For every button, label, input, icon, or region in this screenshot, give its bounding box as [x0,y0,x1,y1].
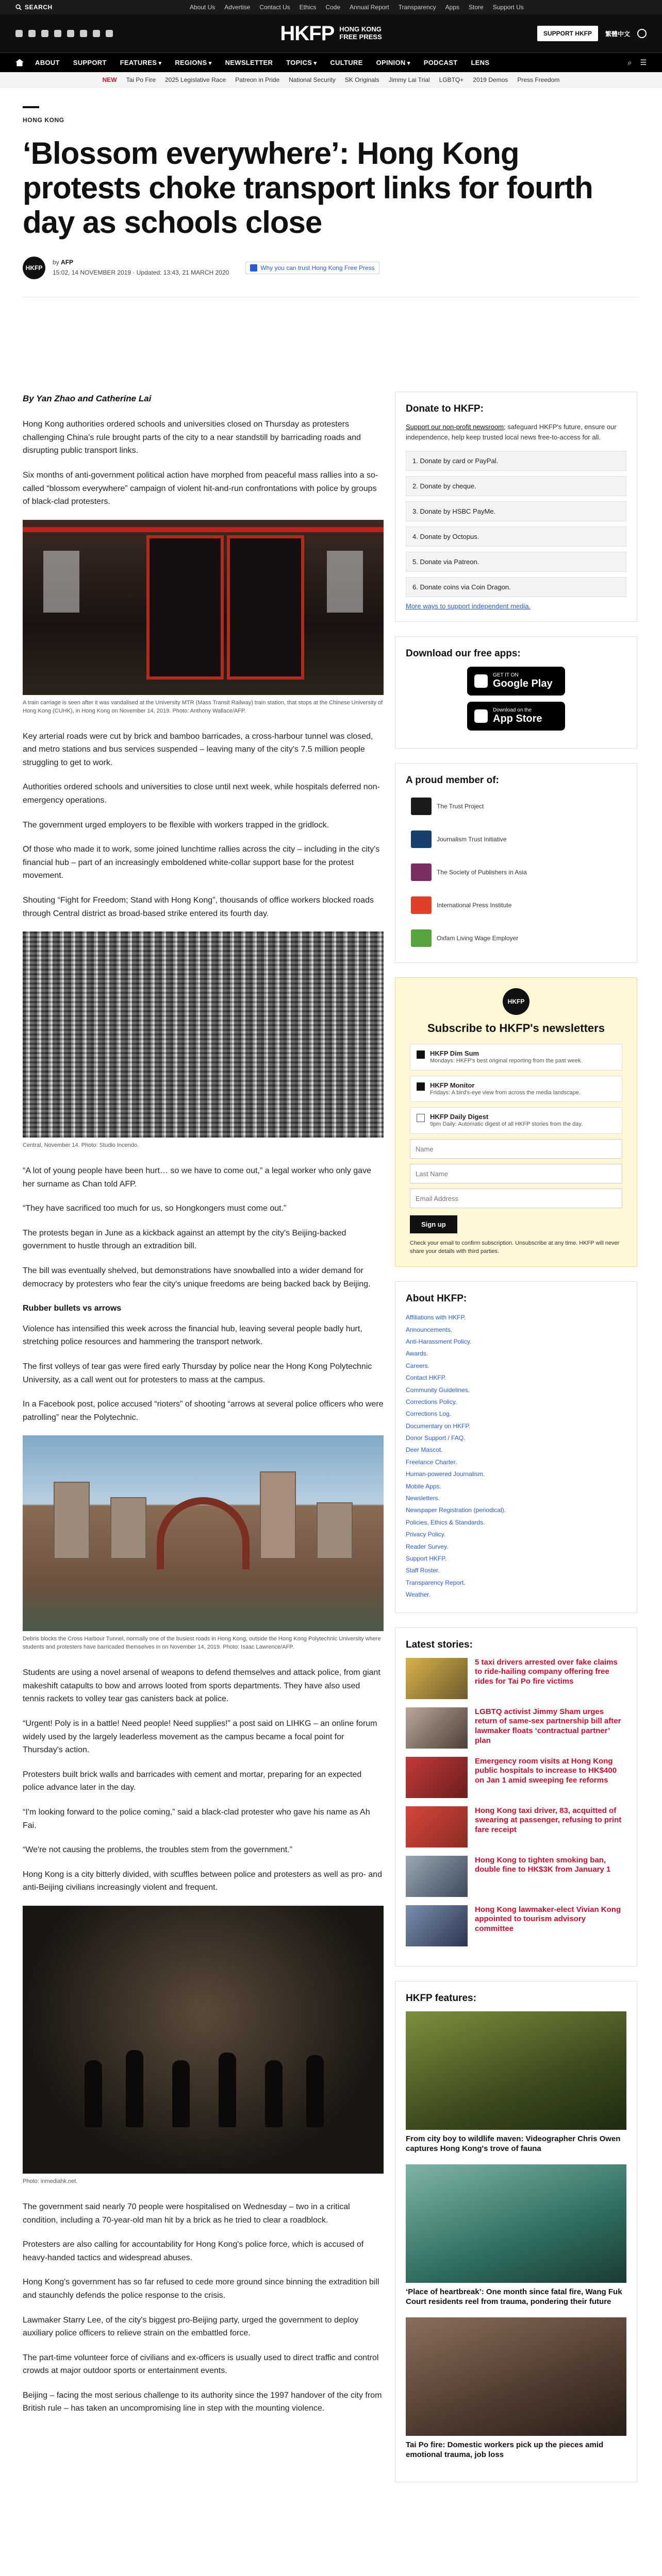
utility-link[interactable]: About Us [189,4,216,11]
donate-option[interactable]: 3. Donate by HSBC PayMe. [406,501,626,521]
partner-name: Journalism Trust Initiative [437,836,507,843]
features-title: HKFP features: [406,1992,476,2004]
threads-icon[interactable] [54,30,61,37]
social-links [15,30,113,37]
search-icon [15,4,22,10]
site-logo[interactable] [280,22,382,45]
byline [23,257,639,279]
newsletter-desc: 9pm Daily: Automatic digest of all HKFP stories from the day. [430,1121,583,1128]
ipi-logo-icon [411,896,432,914]
utility-link[interactable]: Code [325,4,341,11]
paragraph: Lawmaker Starry Lee, of the city's biggest pro-Beijing party, urged the government to deploy auxiliary police officers to relieve strain on the embattled force. [23,2315,359,2338]
about-link[interactable]: Awards. [406,1350,428,1358]
about-link[interactable]: Human-powered Journalism. [406,1470,485,1478]
trending-link[interactable]: Press Freedom [517,76,560,83]
paragraph: Hong Kong authorities ordered schools and universities closed on Thursday as protesters challenging China's rule brought parts of the city to a near standstill by barricading roads and disrupting public transport links. [23,420,361,455]
partners-title: A proud member of: [406,775,499,786]
feature-item[interactable] [406,2164,626,2307]
main-navigation [0,53,662,72]
instagram-icon[interactable] [41,30,48,37]
store-small-label: GET IT ON [493,672,519,679]
nav-items [35,59,489,66]
trending-link[interactable]: Patreon in Pride [235,76,280,83]
paragraph: The part-time volunteer force of civilians and ex-officers is usually used to direct traffic and control crowds at major outdoor sports or entertainment events. [23,2353,379,2376]
donate-box [395,392,637,622]
store-small-label: Download on the [493,707,532,714]
partner-logo[interactable] [406,892,626,918]
checkbox-checked[interactable] [417,1082,425,1091]
trending-link[interactable]: SK Originals [344,76,379,83]
paragraph: Hong Kong's government has so far refused to cede more ground since binning the extradition bill and staunchly defends the police response to the crisis. [23,2278,379,2300]
trending-link[interactable]: LGBTQ+ [439,76,464,83]
paragraph: Protesters are also calling for accountability for Hong Kong's police force, which is accused of heavy-handed tactics and widespread abuses. [23,2240,364,2262]
paragraph: In a Facebook post, police accused “rioters” of shooting “arrows at several police officers who were patrolling” near the Polytechnic. [23,1400,384,1422]
feature-title[interactable]: Tai Po fire: Domestic workers pick up the pieces amid emotional trauma, job loss [406,2440,604,2460]
partner-list [406,793,626,951]
paragraph: The government urged employers to be flexible with workers trapped in the gridlock. [23,820,329,829]
nav-item-culture[interactable]: CULTURE [330,59,363,66]
donate-intro-link[interactable]: Support our non-profit newsroom; [406,423,506,431]
utility-link[interactable]: Apps [445,4,460,11]
authors-line: By Yan Zhao and Catherine Lai [23,394,152,403]
paragraph: Authorities ordered schools and universities to close until next week, while hospitals deferred non-emergency operations. [23,783,380,805]
donate-option[interactable]: 1. Donate by card or PayPal. [406,451,626,471]
nav-item-topics[interactable]: TOPICS ▾ [286,59,317,66]
paragraph: Shouting “Fight for Freedom; Stand with Hong Kong”, thousands of office workers blocked roads through Central district as broad-based strike entered its fourth day. [23,895,374,918]
partner-name: The Society of Publishers in Asia [437,869,527,876]
utility-link[interactable]: Store [469,4,484,11]
paragraph: Violence has intensified this week across the financial hub, leaving several people badly hurt, stretching police resources and hammering the transport network. [23,1324,362,1347]
donate-option[interactable]: 6. Donate coins via Coin Dragon. [406,577,626,597]
search-label: SEARCH [25,4,53,11]
paragraph: “Urgent! Poly is in a battle! Need people! Need supplies!” a post said on LIHKG – an online forum widely used by the largely leaderless movement as the campus became a focal point for Thursday's action. [23,1719,377,1755]
about-link[interactable]: Weather. [406,1591,431,1599]
donate-intro-text: safeguard HKFP's future, ensure our independence, help keep trusted local news free-to-access for all. [406,423,617,442]
partner-logo[interactable] [406,793,626,819]
signup-row [410,1213,622,1240]
checkbox-checked[interactable] [417,1050,425,1059]
photo-detail [227,535,304,680]
trending-link[interactable]: Tai Po Fire [126,76,156,83]
story-title[interactable]: 5 taxi drivers arrested over fake claims to ride-hailing company offering free rides for Tai Po fire victims [475,1657,618,1686]
search-icon[interactable]: ⌕ [627,58,632,66]
figure-tunnel [23,1435,384,1652]
search-button[interactable] [15,4,53,11]
youtube-icon[interactable] [67,30,74,37]
logo-subtitle-line: FREE PRESS [339,33,382,41]
feature-title[interactable]: From city boy to wildlife maven: Videographer Chris Owen captures Hong Kong's trove of fauna [406,2134,621,2154]
donate-option[interactable]: 2. Donate by cheque. [406,476,626,496]
donate-title: Donate to HKFP: [406,403,484,414]
story-item[interactable] [406,1905,626,1946]
trending-link[interactable]: National Security [289,76,336,83]
paragraph: Key arterial roads were cut by brick and bamboo barricades, a cross-harbour tunnel was closed, and metro stations and bus services suspended – leaving many of the city's 7.5 million people struggling to get to work. [23,732,373,767]
figure-police [23,1906,384,2186]
story-thumbnail[interactable] [406,1658,468,1699]
story-item[interactable] [406,1806,626,1848]
partner-logo[interactable] [406,859,626,885]
jti-logo-icon [411,831,432,848]
story-item[interactable] [406,1658,626,1699]
apple-icon [474,709,488,723]
paragraph: The bill was eventually shelved, but demonstrations have snowballed into a wider demand for democracy by protesters who fear the city's unique freedoms are being backed back by Beijing. [23,1266,371,1289]
story-title[interactable]: Emergency room visits at Hong Kong public hospitals to increase to HK$400 on Jan 1 amid sweeping fee reforms [475,1756,617,1785]
about-link[interactable]: Mobile Apps. [406,1482,441,1490]
new-label: NEW [102,76,117,83]
story-title[interactable]: Hong Kong taxi driver, 83, acquitted of swearing at passenger, refusing to print fare receipt [475,1806,622,1835]
donate-intro [406,422,626,443]
paragraph: Of those who made it to work, some joined lunchtime rallies across the city – including in the city's financial hub – part of an increasingly emboldened white-collar support base for the protest movement. [23,845,380,880]
account-icon[interactable] [637,29,647,38]
trending-bar [0,72,662,88]
photo-detail [23,527,384,532]
email-input[interactable] [410,1189,622,1208]
newsletter-name: HKFP Daily Digest [430,1113,489,1121]
central-crowd-photo[interactable] [23,931,384,1138]
photo-detail [146,535,224,680]
nav-item-podcast[interactable]: PODCAST [423,59,458,66]
google-play-icon [474,674,488,688]
partner-name: International Press Institute [437,902,512,909]
newsletter-desc: Fridays: A bird's-eye view from across the media landscape. [430,1089,581,1096]
signup-button[interactable]: Sign up [410,1215,457,1233]
headline: ‘Blossom everywhere’: Hong Kong protests choke transport links for fourth day as schools close [23,136,593,240]
story-thumbnail[interactable] [406,1856,468,1897]
photo-detail [85,2060,102,2127]
category-link[interactable]: HONG KONG [23,116,64,124]
feature-title[interactable]: ‘Place of heartbreak’: One month since fatal fire, Wang Fuk Court residents reel from trauma, pondering their future [406,2287,622,2307]
nav-item-lens[interactable]: LENS [471,59,490,66]
publish-dates: 15:02, 14 NOVEMBER 2019 · Updated: 13:43, 21 MARCH 2020 [53,268,229,276]
brand-actions [537,26,647,41]
partner-name: Oxfam Living Wage Employer [437,935,519,942]
newsletter-option[interactable] [410,1076,622,1103]
photo-detail [260,1471,296,1559]
logo-subtitle [339,26,382,41]
utility-links [190,4,524,11]
nav-icons [628,58,647,67]
last-name-input[interactable] [410,1164,622,1183]
linkedin-icon[interactable] [80,30,87,37]
paragraph: Hong Kong is a city bitterly divided, with scuffles between police and protesters as well as pro- and anti-Beijing civilians increasingly violent and frequent. [23,1870,382,1892]
latest-stories-box [395,1628,637,1967]
apps-title: Download our free apps: [406,648,521,659]
story-title[interactable]: LGBTQ activist Jimmy Sham urges return of same-sex partnership bill after lawmaker floats ‘contractual partner’ plan [475,1707,621,1745]
x-icon[interactable] [28,30,36,37]
story-title[interactable]: Hong Kong to tighten smoking ban, double fine to HK$3K from January 1 [475,1855,611,1874]
name-input[interactable] [410,1139,622,1159]
more-ways-link[interactable]: More ways to support independent media. [406,602,531,611]
store-large-label: App Store [493,713,542,725]
newsletter-title: Subscribe to HKFP's newsletters [427,1022,605,1035]
newsletter-desc: Mondays: HKFP's best original reporting from the past week. [430,1057,583,1064]
sopa-logo-icon [411,863,432,881]
story-title[interactable]: Hong Kong lawmaker-elect Vivian Kong appointed to tourism advisory committee [475,1905,621,1934]
about-link[interactable]: Privacy Policy. [406,1531,446,1538]
partner-name: The Trust Project [437,803,484,810]
paragraph: Students are using a novel arsenal of weapons to defend themselves and attack police, from giant makeshift catapults to bow and arrows looted from sports departments. They have also used tennis rackets to volley tear gas canisters back at police. [23,1668,380,1704]
police-line-photo[interactable] [23,1906,384,2174]
feature-item[interactable] [406,2011,626,2154]
story-thumbnail[interactable] [406,1905,468,1946]
store-large-label: Google Play [493,678,553,690]
about-links [406,1312,626,1601]
nav-item-regions[interactable]: REGIONS ▾ [175,59,211,66]
utility-link[interactable]: Transparency [398,4,436,11]
about-link[interactable]: Deer Mascot. [406,1446,443,1454]
about-link[interactable]: Newspaper Registration (periodical). [406,1506,506,1514]
figure-train [23,520,384,716]
figure-caption: Debris blocks the Cross Harbour Tunnel, normally one of the busiest roads in Hong Kong, outside the Hong Kong Polytechnic University where students and protesters have barricaded themselves in on November 14, 2019. Photo: Isaac Lawrence/AFP. [23,1636,381,1651]
apps-box [395,636,637,749]
trust-badge[interactable] [245,262,379,274]
header-rule [23,106,39,108]
paragraph: The first volleys of tear gas were fired early Thursday by police near the Hong Kong Polytechnic University, as a call went out for protesters to mass at the campus. [23,1362,372,1384]
train-carriage-photo[interactable] [23,520,384,695]
telegram-icon[interactable] [93,30,100,37]
about-link[interactable]: Freelance Charter. [406,1458,457,1466]
top-utility-bar [0,0,662,14]
photo-detail [126,2050,143,2127]
newsletter-name: HKFP Monitor [430,1081,475,1089]
partner-logo[interactable] [406,925,626,951]
nav-item-newsletter[interactable]: NEWSLETTER [225,59,273,66]
about-title: About HKFP: [406,1293,467,1304]
feature-item[interactable] [406,2317,626,2460]
about-link[interactable]: Support HKFP. [406,1555,447,1562]
photo-detail [317,1502,353,1559]
feature-image[interactable] [406,2317,626,2436]
photo-detail [306,2055,324,2127]
story-thumbnail[interactable] [406,1757,468,1798]
about-link[interactable]: Reader Survey. [406,1543,449,1550]
donate-option[interactable]: 4. Donate by Octopus. [406,527,626,547]
trust-icon [250,264,257,272]
about-link[interactable]: Newsletters. [406,1495,440,1502]
photo-detail [43,551,79,613]
newsletter-option[interactable] [410,1044,622,1071]
photo-detail [219,2053,236,2127]
newsletter-option[interactable] [410,1107,622,1134]
about-link[interactable]: Policies, Ethics & Standards. [406,1518,485,1526]
features-box [395,1981,637,2482]
paragraph: The protests began in June as a kickback against an attempt by the city's Beijing-backed government to hustle through an extradition bill. [23,1228,346,1251]
about-link[interactable]: Corrections Log. [406,1410,452,1418]
about-link[interactable]: Staff Roster. [406,1567,440,1574]
feature-image[interactable] [406,2011,626,2130]
author-link[interactable]: AFP [61,259,74,266]
photo-detail [110,1497,146,1559]
memberships-box [395,763,637,963]
newsletter-logo: HKFP [503,988,529,1015]
language-toggle[interactable]: 繁體中文 [605,30,630,38]
paragraph: “A lot of young people have been hurt… so we have to come out,” a legal worker who only gave her surname as Chan told AFP. [23,1166,371,1189]
about-link[interactable]: Community Guidelines. [406,1386,470,1394]
nav-item-opinion[interactable]: OPINION ▾ [376,59,410,66]
utility-link[interactable]: Contact Us [259,4,290,11]
utility-link[interactable]: Advertise [224,4,251,11]
photo-detail [265,2060,283,2127]
figure-caption: Central, November 14. Photo: Studio Incendo. [23,1142,139,1149]
feature-image[interactable] [406,2164,626,2283]
donate-option[interactable]: 5. Donate via Patreon. [406,552,626,572]
about-link[interactable]: Corrections Policy. [406,1398,457,1405]
paragraph: “We're not causing the problems, the troubles stem from the government.” [23,1845,292,1855]
about-link[interactable]: Transparency Report. [406,1579,466,1586]
about-link[interactable]: Contact HKFP. [406,1374,446,1382]
rss-icon[interactable] [106,30,113,37]
about-link[interactable]: Donor Support / FAQ. [406,1434,466,1442]
paragraph: “I'm looking forward to the police coming,” said a black-clad protester who gave his name as Ah Fai. [23,1808,370,1830]
story-thumbnail[interactable] [406,1806,468,1848]
facebook-icon[interactable] [15,30,23,37]
story-item[interactable] [406,1856,626,1897]
app-store-button[interactable] [467,702,565,731]
author-avatar: HKFP [23,257,45,279]
sidebar [395,392,637,2497]
paragraph: “They have sacrificed too much for us, so Hongkongers must come out.” [23,1204,287,1213]
story-item[interactable] [406,1757,626,1798]
story-item[interactable] [406,1707,626,1749]
figure-crowd [23,931,384,1150]
figure-caption: A train carriage is seen after it was vandalised at the University MTR (Mass Transit Railway) train station, that stops at the Chinese University of Hong Kong (CUHK), in Hong Kong on November 14, 2019. Photo: Anthony Wallace/AFP. [23,699,383,714]
newsletter-fine-print: Check your email to confirm subscription. Unsubscribe at any time. HKFP will never share your details with third parties. [410,1240,620,1255]
checkbox-unchecked[interactable] [417,1114,425,1122]
google-play-button[interactable] [467,667,565,696]
byline-meta [53,258,229,277]
nav-item-about[interactable]: ABOUT [35,59,60,66]
nav-item-support[interactable]: SUPPORT [73,59,107,66]
utility-link[interactable]: Annual Report [350,4,389,11]
newsletter-name: HKFP Dim Sum [430,1049,479,1057]
trust-project-logo-icon [411,798,432,815]
newsletter-box [395,977,637,1267]
story-thumbnail[interactable] [406,1707,468,1749]
subheading: Rubber bullets vs arrows [23,1304,122,1313]
photo-detail [157,1497,250,1569]
paragraph: The government said nearly 70 people were hospitalised on Wednesday – two in a critical condition, including a 70-year-old man hit by a brick as he tried to clear a roadblock. [23,2202,350,2225]
photo-detail [54,1482,90,1559]
trust-note: Why you can trust Hong Kong Free Press [260,264,375,272]
partner-logo[interactable] [406,826,626,852]
support-hkfp-button[interactable]: SUPPORT HKFP [537,26,598,41]
utility-link[interactable]: Ethics [299,4,317,11]
about-link[interactable]: Affiliations with HKFP. [406,1314,466,1321]
trending-link[interactable]: Jimmy Lai Trial [388,76,430,83]
about-link[interactable]: Careers. [406,1362,430,1369]
home-icon[interactable] [15,59,24,66]
menu-icon[interactable]: ☰ [640,58,647,66]
brand-bar [0,14,662,53]
logo-wordmark: HKFP [280,22,335,45]
paragraph: Protesters built brick walls and barricades with cement and mortar, preparing for an expected police advance later in the day. [23,1770,362,1792]
photo-detail [172,2060,190,2127]
about-link[interactable]: Documentary on HKFP. [406,1422,471,1430]
article-header [23,89,639,297]
article-body [23,392,384,2427]
trending-link[interactable]: 2019 Demos [473,76,508,83]
figure-caption: Photo: inmediahk.net. [23,2178,78,2184]
logo-subtitle-line: HONG KONG [339,25,382,33]
trending-link[interactable]: 2025 Legislative Race [165,76,226,83]
utility-link[interactable]: Support Us [492,4,524,11]
oxfam-logo-icon [411,929,432,947]
paragraph: Six months of anti-government political action have morphed from peaceful mass rallies into a so-called “blossom everywhere” campaign of violent hit-and-run confrontations with police by groups of black-clad protesters. [23,470,378,506]
about-box [395,1281,637,1613]
about-link[interactable]: Announcements. [406,1326,453,1333]
nav-item-features[interactable]: FEATURES ▾ [120,59,162,66]
about-link[interactable]: Anti-Harassment Policy. [406,1337,472,1345]
paragraph: Beijing – facing the most serious challenge to its authority since the 1997 handover of the city from British rule – has taken an uncompromising line in step with the mounting violence. [23,2391,382,2413]
photo-detail [327,551,363,613]
cross-harbour-tunnel-photo[interactable] [23,1435,384,1631]
latest-title: Latest stories: [406,1639,473,1650]
by-label: by [53,259,59,266]
